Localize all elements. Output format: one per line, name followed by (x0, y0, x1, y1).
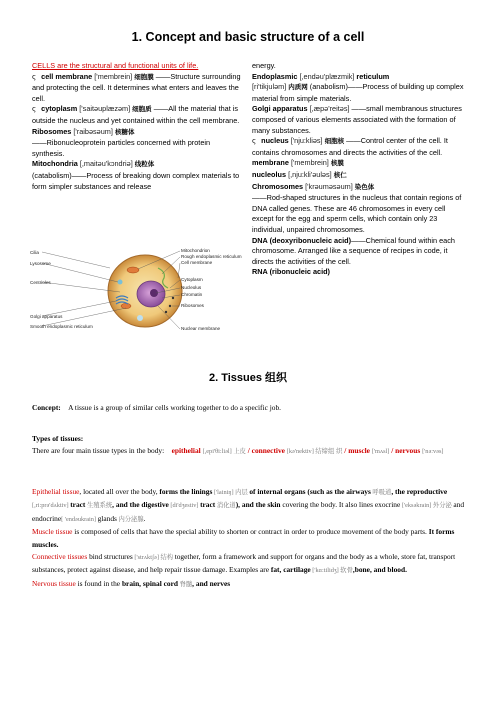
text-span: is found in the (75, 578, 122, 588)
text-span: 脊髓 (178, 580, 193, 588)
text-span: [,ri:prə'dʌktiv] (32, 502, 71, 510)
chinese-mitochondria: 线粒体 (134, 161, 155, 169)
chinese-membrane: 核膜 (330, 160, 344, 168)
label-rough-er: Rough endoplasmic reticulum (181, 254, 242, 259)
muscle-paragraph (32, 526, 469, 551)
definition-chromosomes: ——Rod-shaped structures in the nucleus that contain regions of DNA called genes. These are 46 chromosomes in every cell except for the egg and sperm cells, which contain only 23 individual, unpaired chromosomes. (252, 193, 462, 234)
term-endoplasmic: Endoplasmic (252, 71, 298, 81)
text-span: , and nerves (192, 578, 231, 588)
text-span: . (143, 513, 146, 523)
muscle-term: Muscle tissue (32, 527, 73, 537)
types-heading: Types of tissues: (32, 434, 84, 443)
rna-entry (252, 267, 467, 278)
nervous-paragraph (32, 578, 469, 591)
ribosomes-entry (32, 127, 244, 160)
text-span: fat, cartilage (270, 565, 311, 575)
label-chromatin: Chromatin (181, 292, 203, 297)
left-column (32, 61, 244, 192)
term-mitochondria: Mitochondria (32, 159, 78, 169)
text-span: , the reproductive (391, 487, 448, 496)
ribosome-shape (172, 297, 174, 299)
definition-golgi: ——small membranous structures composed of various elements associated with the formation of many substances. (252, 104, 462, 135)
text-span: and endocrine (32, 500, 465, 523)
term-membrane: membrane (252, 158, 289, 168)
phonetic-mitochondria: [,maitəu'kɔndriə] (79, 159, 133, 169)
label-nucleolus: Nucleolus (181, 285, 202, 290)
animal-cell-diagram (30, 248, 245, 333)
dna-entry (252, 236, 467, 268)
energy-line: energy. (252, 61, 276, 70)
definition-nucleus: ——Control center of the cell. It contains chromosomes and directs the activities of the cell. (252, 136, 448, 157)
type-epithelial: epithelial (171, 446, 201, 456)
phonetic-membrane: ['membrein] (290, 158, 329, 168)
term-rna: RNA (ribonucleic acid) (252, 267, 330, 277)
concept-block (32, 402, 469, 414)
term-cytoplasm: cytoplasm (41, 104, 78, 114)
phonetic-nucleus: ['nju:kliəs] (290, 136, 323, 146)
bullet-symbol: ς (32, 105, 37, 114)
chinese-nucleus: 细胞核 (324, 138, 345, 146)
ribosome-shape (165, 311, 167, 313)
term-reticulum: reticulum (356, 71, 390, 81)
definition-mitochondria: (catabolism)——Process of breaking down complex materials to form simpler substances and release (32, 170, 240, 191)
intro-text: CELLS are the structural and functional units of life. (32, 61, 199, 70)
intro-line (32, 61, 244, 72)
phonetic-nucleolus: [,nju:kli'əuləs] (288, 169, 332, 179)
label-centrioles: Centrioles (30, 280, 51, 285)
mitochondrion-shape (121, 303, 131, 308)
mitochondria-entry (32, 159, 244, 192)
membrane-entry (252, 158, 467, 170)
text-span: [di'dʒestiv] (168, 502, 201, 510)
label-cytoplasm: Cytoplasm (181, 277, 203, 282)
type-muscle-phonetic: ['mʌsl] (371, 448, 390, 456)
er-entry (252, 72, 467, 105)
label-lysosome: Lysosome (30, 261, 51, 266)
label-ribosomes: Ribosomes (181, 303, 204, 308)
golgi-entry (252, 104, 467, 136)
label-golgi: Golgi apparatus (30, 314, 63, 319)
term-golgi: Golgi apparatus (252, 104, 308, 114)
text-span: covering the body. It also lines exocrine (280, 500, 401, 510)
text-span: ['eksəkrain] 外分泌 (400, 502, 454, 510)
cytoplasm-entry (32, 104, 244, 126)
type-nervous: / nervous (391, 446, 421, 456)
bullet-symbol: ς (32, 72, 37, 81)
term-cell-membrane: cell membrane (41, 71, 93, 81)
chinese-nucleolus: 核仁 (333, 171, 347, 179)
types-line (32, 445, 469, 458)
connective-paragraph (32, 551, 469, 578)
label-cell-membrane: Cell membrane (181, 260, 213, 265)
epithelial-paragraph (32, 486, 469, 526)
cell-membrane-entry (32, 72, 244, 105)
phonetic-cytoplasm: ['saitəuplæzəm] (79, 104, 131, 114)
definition-cytoplasm: ——All the material that is outside the nucleus and yet contained within the cell membrane. (32, 104, 240, 125)
text-span: 生殖系统 (85, 502, 113, 510)
text-span: , and the digestive (112, 500, 169, 510)
term-ribosomes: Ribosomes (32, 126, 72, 136)
text-span: of internal organs (such as the airways (249, 487, 371, 496)
text-span: bind structures (87, 552, 133, 562)
definition-dna: ——Chemical found within each chromosome. Arranged like a sequence of recipes in code, it directs the activities of the cell. (252, 235, 455, 266)
text-span: is composed of cells that have the special ability to shorten or contract in order to produce movement of the body parts. (72, 527, 429, 537)
text-span: tract (200, 500, 216, 510)
term-nucleolus: nucleolus (252, 169, 287, 179)
chinese-cytoplasm: 细胞质 (132, 106, 152, 114)
type-nervous-phonetic: ['nə:vəs] (422, 448, 444, 456)
label-cilia: Cilia (30, 250, 39, 255)
text-span: ['strʌktʃə] 结构 (132, 554, 175, 562)
type-connective: / connective (247, 446, 285, 456)
phonetic-reticulum: [ri'tikjuləm] (252, 82, 287, 92)
type-connective-cn: 织 (336, 448, 343, 456)
concept-label: Concept: (32, 403, 61, 412)
lysosome-shape (118, 280, 123, 285)
term-chromosomes: Chromosomes (252, 181, 304, 191)
types-block (32, 433, 469, 459)
text-span: 呼吸道 (370, 489, 392, 496)
bullet-symbol: ς (252, 137, 257, 146)
text-span: ['kɑ:tilidʒ] 软骨 (310, 567, 353, 575)
concept-text: A tissue is a group of similar cells working together to do a specific job. (68, 403, 281, 412)
text-span: 内分泌腺 (116, 515, 144, 523)
tissue-paragraphs (32, 486, 469, 591)
text-span: ['lainiŋ] 内层 (212, 489, 250, 496)
text-span: [ 'endəukrain] (61, 515, 98, 523)
label-smooth-er: Smooth endoplasmic reticulum (30, 324, 93, 329)
type-muscle: / muscle (344, 446, 370, 456)
phonetic-endoplasmic: [,endəu'plæzmik] (299, 71, 355, 81)
chinese-ribosomes: 核糖体 (114, 128, 135, 136)
text-span: 消化道 (215, 502, 236, 510)
text-span: brain, spinal cord (121, 578, 178, 588)
term-nucleus: nucleus (261, 136, 289, 146)
nervous-term: Nervous tissue (32, 578, 76, 588)
text-span: together, form a framework and support for organs and the body as a whole, store fat, transport substances, protect against disease, and help repair tissue damage. Examples are (32, 552, 456, 575)
vacuole-shape (137, 315, 143, 321)
text-span: tract (70, 500, 86, 510)
chromosomes-entry (252, 182, 467, 236)
text-span: It forms muscles. (32, 527, 455, 549)
nucleolus-entry (252, 170, 467, 182)
text-span: ,bone, and blood. (352, 565, 407, 575)
chinese-cell-membrane: 细胞膜 (134, 73, 154, 81)
types-intro: There are four main tissue types in the body: (32, 446, 165, 456)
section-heading-2: 2. Tissues 组织 (208, 372, 288, 384)
phonetic-cell-membrane: ['membrein] (94, 71, 133, 81)
definition-er: (anabolism)——Process of building up complex material from simple materials. (252, 82, 464, 103)
label-mitochondrion: Mitochondrion (181, 248, 210, 253)
ribosome-shape (169, 305, 171, 307)
label-nuclear-membrane: Nuclear membrane (181, 326, 221, 331)
section-heading-1: 1. Concept and basic structure of a cell (131, 30, 365, 44)
definition-ribosomes: ——Ribonucleoprotein particles concerned with protein synthesis. (32, 138, 211, 158)
term-dna: DNA (deoxyribonucleic acid) (252, 235, 352, 245)
type-epithelial-phonetic: [,epi'θi:liəl] 上皮 (202, 448, 246, 456)
text-span: glands (97, 513, 117, 523)
text-span: forms the linings (159, 487, 213, 496)
epithelial-term: Epithelial tissue (32, 487, 80, 496)
chinese-er: 内质网 (288, 84, 308, 92)
text-span: , located all over the body, (79, 487, 160, 496)
text-span: ), and the skin (235, 500, 281, 510)
chinese-chromosomes: 染色体 (354, 183, 375, 191)
phonetic-ribosomes: ['raibəsəum] (73, 126, 113, 136)
phonetic-golgi: [,æpə'reitəs] (309, 104, 350, 114)
mitochondrion-shape (127, 267, 139, 273)
connective-term: Connective tissues (32, 552, 88, 562)
nucleus-entry (252, 136, 467, 158)
definition-cell-membrane: ——Structure surrounding and protecting the cell. It determines what enters and leaves the cell. (32, 71, 241, 103)
type-connective-phonetic: [kə'nektiv] 结缔组 (286, 448, 335, 456)
phonetic-chromosomes: ['krəuməsəum] (305, 181, 353, 191)
right-column (252, 61, 467, 278)
